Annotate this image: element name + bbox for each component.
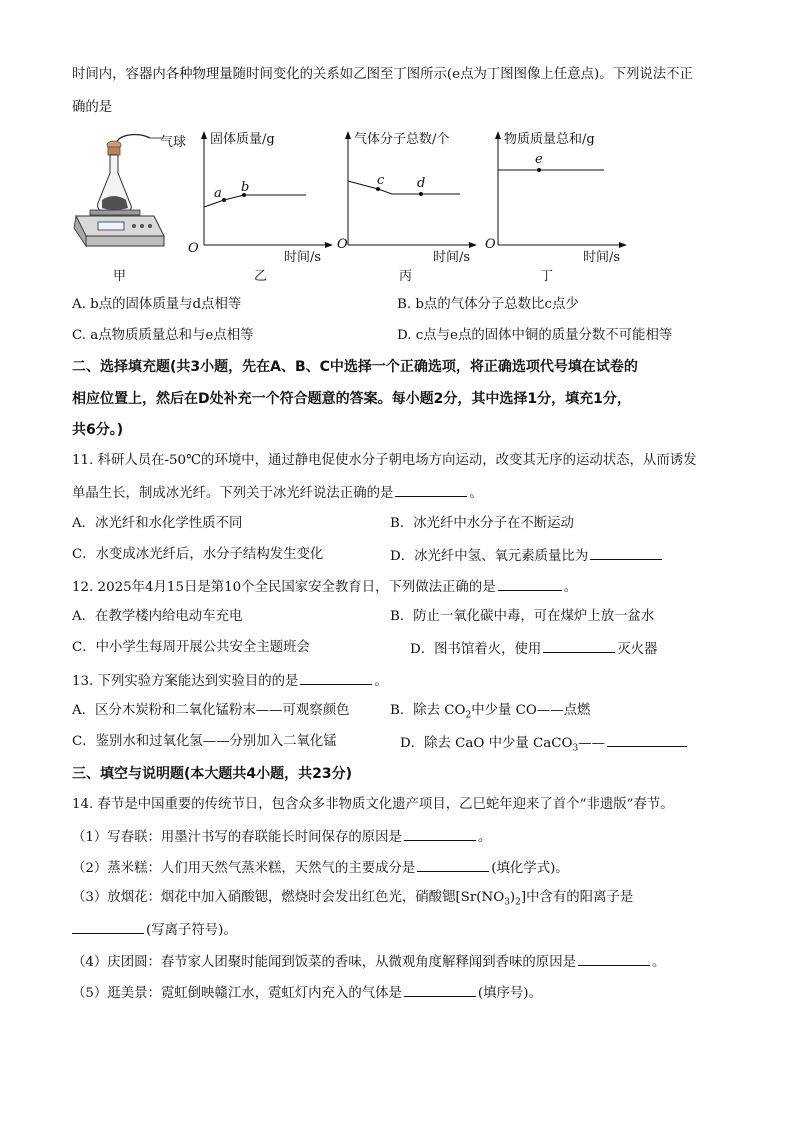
q13-option-b: B．除去 $CO_2$中少量 CO——点燃	[390, 703, 591, 721]
q14-part-5: （5）逛美景：霓虹倒映赣江水，霓虹灯内充入的气体是 (填序号)。	[72, 983, 542, 1003]
q14-p5-blank[interactable]	[404, 983, 476, 997]
q13-d-blank[interactable]	[607, 733, 687, 747]
section2-line-1: 二、选择填充题(共3小题，先在A、B、C中选择一个正确选项，将正确选项代号填在试卷的	[72, 359, 638, 375]
figure-ding	[480, 128, 630, 258]
bing-ylabel: 气体分子总数/个	[354, 132, 450, 147]
q14-part-3-line-2: (写离子符号)。	[72, 920, 237, 940]
q10-option-a: A. b点的固体质量与d点相等	[72, 297, 242, 312]
ding-xlabel: 时间/s	[583, 250, 621, 265]
q14-part-1: （1）写春联：用墨汁书写的春联能长时间保存的原因是 。	[72, 827, 491, 847]
bing-origin: O	[337, 237, 348, 252]
q10-option-b: B. b点的气体分子总数比c点少	[397, 297, 579, 312]
q14-p2-blank[interactable]	[417, 858, 489, 872]
q14-part-4: （4）庆团圆：春节家人团聚时能闻到饭菜的香味，从微观角度解释闻到香味的原因是 。	[72, 952, 665, 972]
q12-option-a: A．在教学楼内给电动车充电	[72, 609, 243, 624]
balloon-label: 气球	[160, 135, 187, 150]
q13-option-a: A．区分木炭粉和二氧化锰粉末——可观察颜色	[72, 703, 350, 718]
yi-xlabel: 时间/s	[284, 250, 322, 265]
q14-p4-blank[interactable]	[578, 952, 650, 966]
yi-ylabel: 固体质量/g	[210, 132, 275, 147]
yi-origin: O	[188, 241, 199, 256]
q13-answer-blank[interactable]	[300, 671, 372, 685]
ding-ylabel: 物质质量总和/g	[504, 132, 595, 147]
yi-point-a-label: a	[214, 186, 222, 201]
ding-point-e	[537, 168, 541, 172]
q11-option-c: C．水变成冰光纤后，水分子结构发生变化	[72, 547, 324, 562]
q14-stem: 14. 春节是中国重要的传统节日，包含众多非物质文化遗产项目，乙巳蛇年迎来了首个“非遗版”春节。	[72, 797, 674, 812]
ding-point-e-label: e	[535, 152, 543, 167]
section3-title: 三、填空与说明题(本大题共4小题，共23分)	[72, 766, 353, 782]
yi-point-b-label: b	[241, 180, 250, 195]
bing-point-d	[419, 192, 423, 196]
q13-option-c: C．鉴别水和过氧化氢——分别加入二氧化锰	[72, 734, 337, 749]
intro-line-1: 时间内，容器内各种物理量随时间变化的关系如乙图至丁图所示(e点为丁图图像上任意点)。下列说法不正	[72, 67, 693, 82]
q11-option-d: D．冰光纤中氢、氧元素质量比为	[390, 546, 664, 566]
bing-xlabel: 时间/s	[433, 250, 471, 265]
bing-point-c-label: c	[377, 173, 385, 188]
caption-ding: 丁	[540, 269, 554, 284]
bing-curve	[348, 181, 460, 194]
q11-option-b: B．冰光纤中水分子在不断运动	[390, 516, 574, 531]
q11-option-a: A．冰光纤和水化学性质不同	[72, 516, 243, 531]
q13-stem: 13. 下列实验方案能达到实验目的的是 。	[72, 671, 388, 691]
q10-option-c: C. a点物质质量总和与e点相等	[72, 328, 254, 343]
section2-line-2: 相应位置上，然后在D处补充一个符合题意的答案。每小题2分，其中选择1分，填充1分，	[72, 391, 631, 407]
figure-jia	[68, 128, 178, 288]
q14-part-2: （2）蒸米糕：人们用天然气蒸米糕，天然气的主要成分是 (填化学式)。	[72, 858, 569, 878]
q11-answer-blank[interactable]	[395, 483, 467, 497]
q12-option-b: B．防止一氧化碳中毒，可在煤炉上放一盆水	[390, 609, 655, 624]
ding-origin: O	[485, 237, 496, 252]
q10-option-d: D. c点与e点的固体中铜的质量分数不可能相等	[397, 328, 673, 343]
q14-part-3: （3）放烟花：烟花中加入硝酸锶，燃烧时会发出红色光，硝酸锶$[Sr(NO_3)_2]$中含有的阳离子是	[72, 890, 634, 908]
yi-point-a	[222, 198, 226, 202]
q13-option-d: D．除去 CaO 中少量 CaCO$_3$——	[400, 733, 689, 758]
figure-bing	[330, 128, 480, 258]
q12-option-d: D．图书馆着火，使用 灭火器	[410, 639, 657, 659]
q14-p3-blank[interactable]	[72, 920, 144, 934]
section2-line-3: 共6分。)	[72, 422, 124, 438]
q11-d-blank[interactable]	[590, 546, 662, 560]
figure-yi	[186, 128, 336, 258]
caption-bing: 丙	[399, 269, 413, 284]
q12-option-c: C．中小学生每周开展公共安全主题班会	[72, 640, 310, 655]
q12-d-blank[interactable]	[543, 639, 615, 653]
caption-jia: 甲	[113, 269, 127, 284]
caption-yi: 乙	[254, 269, 268, 284]
q11-stem-1: 11. 科研人员在-50℃的环境中，通过静电促使水分子朝电场方向运动，改变其无序的运动状态，从而诱发	[72, 453, 697, 468]
q12-stem: 12. 2025年4月15日是第10个全民国家安全教育日，下列做法正确的是 。	[72, 577, 577, 597]
bing-point-d-label: d	[417, 176, 426, 191]
q11-stem-2: 单晶生长，制成冰光纤。下列关于冰光纤说法正确的是 。	[72, 483, 483, 503]
q14-p1-blank[interactable]	[404, 827, 476, 841]
intro-line-2: 确的是	[72, 100, 113, 115]
q12-answer-blank[interactable]	[498, 577, 562, 591]
